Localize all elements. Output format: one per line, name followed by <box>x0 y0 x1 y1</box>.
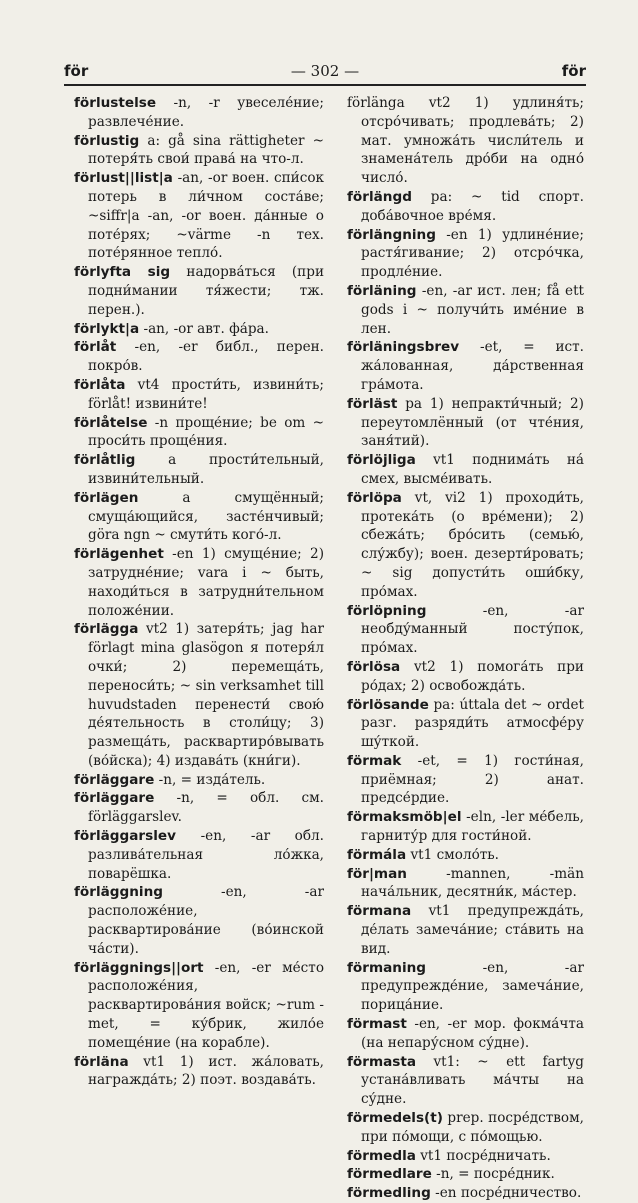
entry-definition: -mannen, -män нача́льник, десятни́к, ма́стер. <box>361 865 584 901</box>
entry-headword: förmast <box>347 1016 407 1033</box>
entry-definition: -en, -ar предупрежде́ние, замеча́ние, порица́ние. <box>361 959 584 1014</box>
dictionary-entry <box>347 451 584 489</box>
entry-headword: förläggarslev <box>74 828 176 845</box>
dictionary-entry <box>347 1109 584 1147</box>
dictionary-entry <box>347 489 584 602</box>
entry-headword: förlängd <box>347 188 412 205</box>
entry-headword: förmedling <box>347 1185 431 1202</box>
entry-definition: vt1: ~ ett fartyg устана́вливать ма́чты на су́дне. <box>361 1053 584 1108</box>
dictionary-entry <box>347 1184 584 1203</box>
dictionary-entry <box>347 1147 584 1166</box>
entry-definition: -n проще́ние; be om ~ проси́ть проще́ния. <box>88 414 324 450</box>
entry-headword: förläggare <box>74 771 155 788</box>
entry-definition: -en, -er ме́сто расположе́ния, расквартирова́ния войск; ~rum -met, = ку́брик, жило́е помеще́ние (на корабле). <box>88 959 324 1051</box>
dictionary-entry <box>74 620 324 770</box>
entry-headword: förläggning <box>74 884 163 901</box>
header-rule <box>64 84 586 86</box>
dictionary-entry <box>347 94 584 188</box>
entry-headword: förlykt|a <box>74 320 140 337</box>
entry-headword: förläggare <box>74 790 155 807</box>
dictionary-entry <box>347 808 584 846</box>
entry-definition: -n, -r увеселе́ние; развлече́ние. <box>88 95 324 130</box>
dictionary-entry <box>347 282 584 338</box>
dictionary-entry <box>74 376 324 414</box>
entry-definition: -et, = 1) гости́ная, приёмная; 2) анат. предсе́рдие. <box>361 752 584 807</box>
page-number: — 302 — <box>290 62 360 80</box>
dictionary-entry <box>74 169 324 263</box>
dictionary-entry <box>347 658 584 696</box>
entry-headword: förlåtelse <box>74 414 148 431</box>
dictionary-entry <box>74 489 324 545</box>
entry-headword: förlåt <box>74 339 117 356</box>
entry-headword: förmála <box>347 846 407 863</box>
dictionary-entry <box>74 414 324 452</box>
entry-headword: förmedla <box>347 1147 416 1164</box>
entry-definition: a: gå sina rättigheter ~ потеря́ть свои́ права́ на что-л. <box>88 132 324 168</box>
entry-definition: pa 1) непракти́чный; 2) переутомлённый (от чте́ния, заня́тий). <box>361 395 584 450</box>
entry-definition: -n, = обл. см. förläggarslev. <box>88 790 324 826</box>
entry-definition: -en 1) удлине́ние; растя́гивание; 2) отсро́чка, продле́ние. <box>361 226 584 281</box>
entry-headword: förmasta <box>347 1053 417 1070</box>
dictionary-entry <box>347 865 584 903</box>
dictionary-entry <box>347 1053 584 1109</box>
entry-definition: a прости́тельный, извини́тельный. <box>88 452 324 487</box>
dictionary-entry <box>74 827 324 883</box>
dictionary-entry <box>74 771 324 790</box>
entry-definition: -en 1) смуще́ние; 2) затрудне́ние; vara i ~ быть, находи́ться в затрудни́тельном положе́нии. <box>88 546 324 619</box>
entry-definition: förlänga vt2 1) удлиня́ть; отсро́чивать; продлева́ть; 2) мат. умножа́ть числи́тель и знамена́тель дро́би на одно́ число́. <box>347 95 584 187</box>
entry-headword: förlösa <box>347 658 401 675</box>
entry-definition: pa: ~ tid спорт. доба́вочное вре́мя. <box>361 188 584 224</box>
entry-headword: förläst <box>347 395 398 412</box>
entry-definition: prep. посре́дством, при по́мощи, с по́мощью. <box>361 1110 584 1145</box>
entry-headword: förläggnings||ort <box>74 959 204 976</box>
page-header <box>64 62 586 86</box>
entry-headword: förlåtlig <box>74 452 136 469</box>
dictionary-entry <box>347 338 584 394</box>
dictionary-entry <box>347 902 584 958</box>
dictionary-entry <box>74 883 324 958</box>
entry-headword: för|man <box>347 865 407 882</box>
header-right-word: för <box>561 62 586 80</box>
entry-definition: vt, vi2 1) проходи́ть, протека́ть (о вре́мени); 2) сбежа́ть; бро́сить (семью́, слу́жбу); воен. дезерти́ровать; ~ sig допусти́ть оши́бку, про́мах. <box>361 489 584 600</box>
entry-headword: förmaning <box>347 959 427 976</box>
dictionary-entry <box>74 338 324 376</box>
dictionary-entry <box>74 545 324 620</box>
entry-definition: vt2 1) помога́ть при ро́дах; 2) освобожда́ть. <box>361 658 584 694</box>
entry-definition: vt1 1) ист. жа́ловать, награжда́ть; 2) поэт. воздава́ть. <box>88 1053 324 1089</box>
entry-headword: förlägga <box>74 621 139 638</box>
entry-headword: förlustig <box>74 132 140 149</box>
dictionary-entry <box>74 320 324 339</box>
entry-definition: -eln, -ler ме́бель, гарниту́р для гости́ной. <box>361 809 584 845</box>
dictionary-entry <box>74 263 324 319</box>
entry-definition: vt1 смоло́ть. <box>406 846 500 863</box>
dictionary-entry <box>347 696 584 752</box>
entry-definition: pa: úttala det ~ ordet разг. разряди́ть атмосфе́ру шу́ткой. <box>361 696 584 751</box>
entry-headword: förmedels(t) <box>347 1110 443 1127</box>
dictionary-entry <box>347 752 584 808</box>
dictionary-entry <box>74 959 324 1053</box>
dictionary-entry <box>74 789 324 827</box>
entry-definition: -et, = ист. жа́лованная, да́рственная гра́мота. <box>361 339 584 393</box>
dictionary-entry <box>74 94 324 132</box>
entry-definition: надорва́ться (при подни́мании тя́жести; тж. перен.). <box>88 264 324 318</box>
dictionary-entry <box>74 1053 324 1091</box>
dictionary-entry <box>347 1165 584 1184</box>
entry-headword: förlängning <box>347 226 436 243</box>
entry-headword: förlåta <box>74 376 126 393</box>
entry-headword: förlöpning <box>347 602 427 619</box>
entry-headword: förlustelse <box>74 95 157 111</box>
entry-definition: -n, = посре́дник. <box>431 1166 555 1183</box>
dictionary-entry <box>74 451 324 489</box>
entry-definition: -en посре́дничество. <box>430 1185 582 1202</box>
entry-headword: förmedlare <box>347 1166 432 1183</box>
dictionary-entry <box>347 846 584 865</box>
left-column <box>74 94 324 1090</box>
entry-headword: förlust||list|a <box>74 170 173 187</box>
entry-definition: -an, -or авт. фа́ра. <box>139 320 269 337</box>
entry-headword: förlägen <box>74 489 139 506</box>
dictionary-entry <box>347 1015 584 1053</box>
entry-definition: vt2 1) затеря́ть; jag har förlagt mina glasögon я потеря́л очки́; 2) перемеща́ть, переноси́ть; ~ sin verksamhet till huvudstaden перенести́ свою́ де́ятельность в столи́цу; 3) размеща́ть, расквартиро́вывать (во́йска); 4) издава́ть (кни́ги). <box>88 621 324 769</box>
entry-headword: förmaksmöb|el <box>347 809 462 826</box>
right-column <box>347 94 584 1203</box>
entry-headword: förläna <box>74 1053 129 1070</box>
entry-headword: förmak <box>347 752 402 769</box>
dictionary-entry <box>347 602 584 658</box>
entry-definition: vt1 посре́дничать. <box>415 1147 551 1164</box>
entry-headword: förlöjliga <box>347 452 416 469</box>
header-left-word: för <box>64 62 89 80</box>
entry-definition: -en, -er библ., перен. покро́в. <box>88 339 324 375</box>
entry-definition: -en, -ar необду́манный посту́пок, про́мах. <box>361 602 584 657</box>
entry-definition: -en, -ar ист. лен; få ett gods i ~ получи́ть име́ние в лен. <box>361 282 584 337</box>
entry-definition: vt1 поднима́ть на́ смех, высме́ивать. <box>361 452 584 487</box>
entry-headword: förmana <box>347 903 412 920</box>
entry-definition: vt4 прости́ть, извини́ть; förlåt! извини́те! <box>88 376 324 412</box>
entry-definition: a смущённый; смуща́ющийся, засте́нчивый; göra ngn ~ смути́ть кого́-л. <box>88 489 324 544</box>
dictionary-entry <box>74 132 324 170</box>
entry-headword: förlösande <box>347 696 429 713</box>
dictionary-entry <box>347 395 584 451</box>
entry-headword: förläning <box>347 282 417 299</box>
entry-headword: förläningsbrev <box>347 339 460 356</box>
entry-definition: vt1 предупрежда́ть, де́лать замеча́ние; ста́вить на вид. <box>361 903 584 957</box>
dictionary-entry <box>347 226 584 282</box>
entry-headword: förlyfta sig <box>74 264 171 281</box>
dictionary-entry <box>347 959 584 1015</box>
entry-headword: förlägenhet <box>74 546 164 563</box>
entry-definition: -en, -er мор. фокма́чта (на непару́сном су́дне). <box>361 1016 584 1051</box>
entry-definition: -an, -or воен. спи́сок потерь в ли́чном соста́ве; ~siffr|a -an, -or воен. да́нные о поте́рях; ~värme -n тех. поте́рянное тепло́. <box>88 170 324 262</box>
entry-definition: -n, = изда́тель. <box>154 771 266 788</box>
entry-headword: förlöpa <box>347 489 402 506</box>
entry-definition: -en, -ar обл. разлива́тельная ло́жка, поварёшка. <box>88 828 324 882</box>
dictionary-entry <box>347 188 584 226</box>
entry-definition: -en, -ar расположе́ние, расквартирова́ние (во́инской ча́сти). <box>88 884 324 957</box>
